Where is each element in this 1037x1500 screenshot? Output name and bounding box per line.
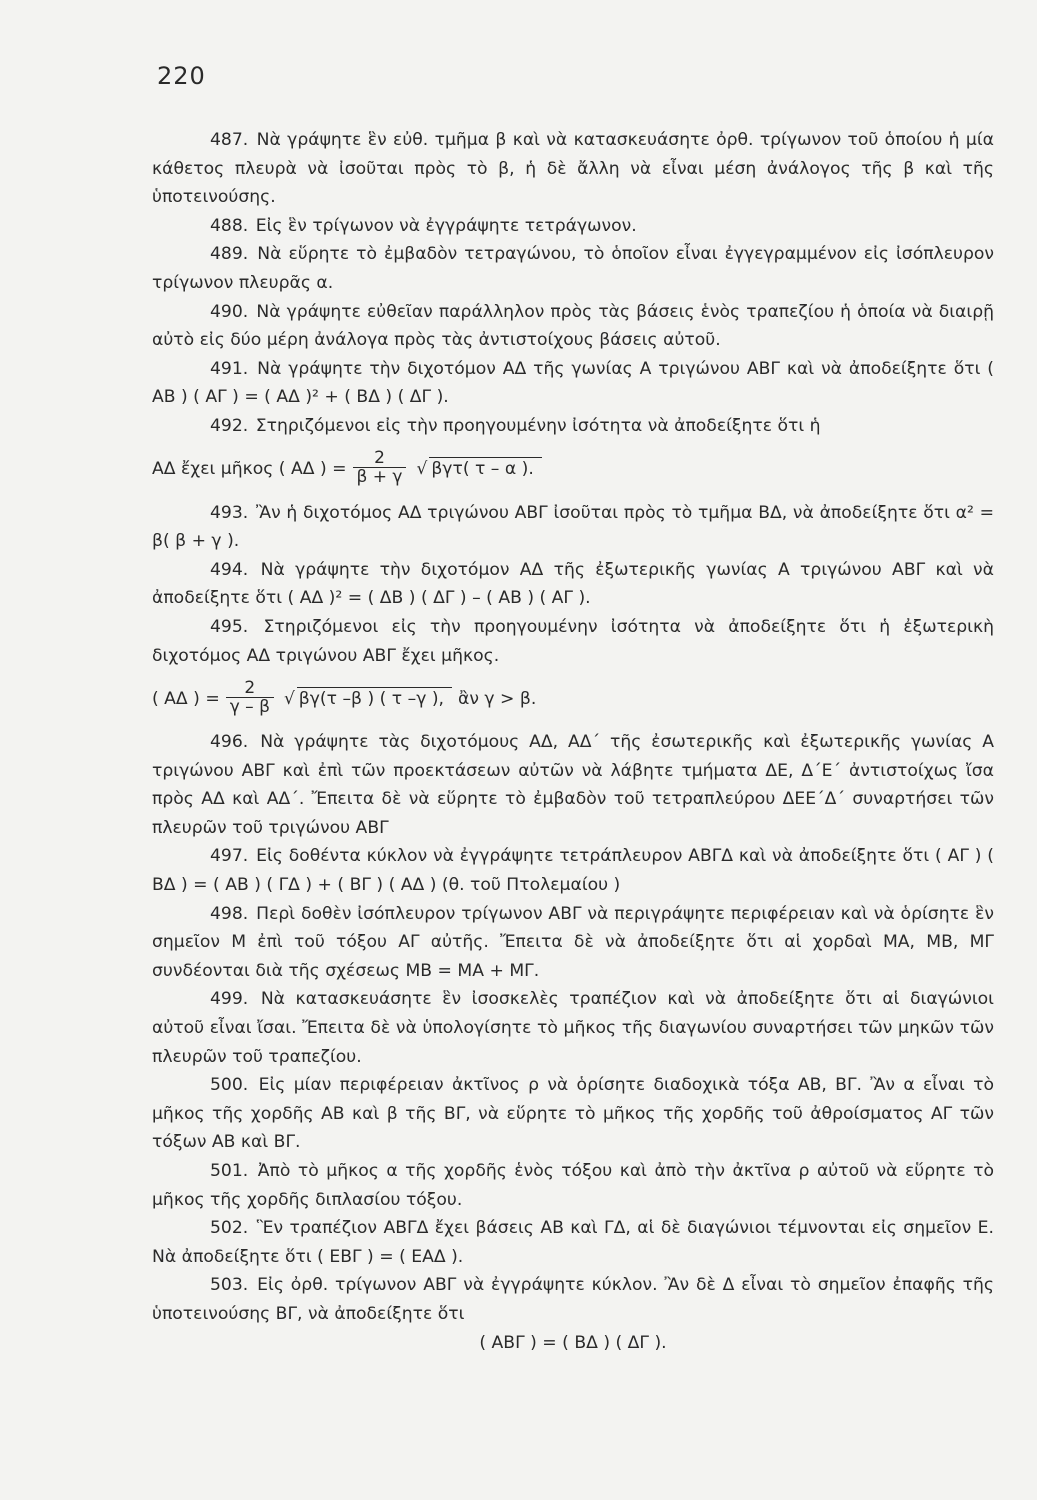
exercise-number: 497. bbox=[210, 846, 249, 867]
exercise-490 bbox=[152, 298, 994, 355]
exercise-number: 490. bbox=[210, 301, 249, 322]
exercise-493 bbox=[152, 499, 994, 556]
radicand: βγτ( τ – α ). bbox=[429, 457, 542, 479]
exercise-498 bbox=[152, 900, 994, 986]
exercise-text: Εἰς ἓν τρίγωνον νὰ ἐγγράψητε τετράγωνον. bbox=[255, 215, 637, 236]
exercise-number: 492. bbox=[210, 415, 249, 436]
exercise-500 bbox=[152, 1071, 994, 1157]
radical-sign: √ bbox=[416, 459, 428, 480]
exercise-text: Ἀπὸ τὸ μῆκος α τῆς χορδῆς ἑνὸς τόξου καὶ ἀπὸ τὴν ἀκτῖνα ρ αὐτοῦ νὰ εὕρητε τὸ μῆκος τῆς χορδῆς διπλασίου τόξου. bbox=[152, 1161, 994, 1210]
exercise-number: 499. bbox=[210, 989, 249, 1010]
exercise-492 bbox=[152, 412, 994, 441]
exercise-number: 498. bbox=[210, 903, 249, 924]
exercise-491 bbox=[152, 355, 994, 412]
formula-492 bbox=[152, 441, 994, 499]
exercise-text: Περὶ δοθὲν ἰσόπλευρον τρίγωνον ΑΒΓ νὰ περιγράψητε περιφέρειαν καὶ νὰ ὁρίσητε ἓν σημεῖον Μ ἐπὶ τοῦ τόξου ΑΓ αὐτῆς. Ἔπειτα δὲ νὰ ἀποδείξητε ὅτι αἱ χορδαὶ ΜΑ, ΜΒ, ΜΓ συνδέονται διὰ τῆς σχέσεως ΜΒ = ΜΑ + ΜΓ. bbox=[152, 903, 994, 981]
exercise-number: 491. bbox=[210, 358, 249, 379]
exercise-text: Νὰ γράψητε ἓν εὐθ. τμῆμα β καὶ νὰ κατασκευάσητε ὀρθ. τρίγωνον τοῦ ὁποίου ἡ μία κάθετος πλευρὰ νὰ ἰσοῦται πρὸς τὸ β, ἡ δὲ ἄλλη νὰ εἶναι μέση ἀνάλογος τῆς β καὶ τῆς ὑποτεινούσης. bbox=[152, 130, 995, 208]
exercise-number: 488. bbox=[210, 215, 249, 236]
formula-495 bbox=[152, 670, 994, 728]
radicand: βγ(τ –β ) ( τ –γ ), bbox=[297, 687, 452, 709]
exercise-text: Ἓν τραπέζιον ΑΒΓΔ ἔχει βάσεις ΑΒ καὶ ΓΔ, αἱ δὲ διαγώνιοι τέμνονται εἰς σημεῖον Ε. Νὰ ἀποδείξητε ὅτι ( ΕΒΓ ) = ( ΕΑΔ ). bbox=[152, 1218, 994, 1267]
fraction-denominator: β + γ bbox=[353, 467, 407, 486]
exercise-487 bbox=[152, 126, 994, 212]
exercise-number: 500. bbox=[210, 1075, 249, 1096]
exercise-497 bbox=[152, 842, 994, 899]
exercise-number: 501. bbox=[210, 1161, 249, 1181]
exercise-488 bbox=[152, 212, 994, 241]
exercise-496 bbox=[152, 728, 994, 842]
square-root bbox=[284, 685, 452, 714]
exercise-text: Εἰς μίαν περιφέρειαν ἀκτῖνος ρ νὰ ὁρίσητε διαδοχικὰ τόξα ΑΒ, ΒΓ. Ἂν α εἶναι τὸ μῆκος τῆς χορδῆς ΑΒ καὶ β τῆς ΒΓ, νὰ εὕρητε τὸ μῆκος τῆς χορδῆς τοῦ ἀθροίσματος ΑΓ τῶν τόξων ΑΒ καὶ ΒΓ. bbox=[152, 1075, 995, 1153]
exercise-text: Εἰς ὀρθ. τρίγωνον ΑΒΓ νὰ ἐγγράψητε κύκλον. Ἂν δὲ Δ εἶναι τὸ σημεῖον ἐπαφῆς τῆς ὑποτεινούσης ΒΓ, νὰ ἀποδείξητε ὅτι bbox=[152, 1275, 994, 1324]
radical-sign: √ bbox=[283, 688, 295, 709]
exercise-number: 494. bbox=[210, 559, 249, 580]
fraction bbox=[353, 449, 407, 486]
exercise-501 bbox=[152, 1157, 994, 1214]
square-root bbox=[416, 455, 541, 484]
exercise-499 bbox=[152, 985, 994, 1071]
fraction-numerator: 2 bbox=[244, 677, 256, 698]
exercise-text: Εἰς δοθέντα κύκλον νὰ ἐγγράψητε τετράπλευρον ΑΒΓΔ καὶ νὰ ἀποδείξητε ὅτι ( ΑΓ ) ( ΒΔ ) = ( ΑΒ ) ( ΓΔ ) + ( ΒΓ ) ( ΑΔ ) (θ. τοῦ Πτολεμαίου ) bbox=[152, 846, 995, 896]
formula-503: ( ΑΒΓ ) = ( ΒΔ ) ( ΔΓ ). bbox=[479, 1332, 667, 1353]
exercise-text: Νὰ εὕρητε τὸ ἐμβαδὸν τετραγώνου, τὸ ὁποῖον εἶναι ἐγγεγραμμένον εἰς ἰσόπλευρον τρίγωνον πλευρᾶς α. bbox=[152, 244, 994, 293]
exercise-number: 495. bbox=[210, 616, 249, 637]
exercise-number: 496. bbox=[210, 732, 249, 753]
exercise-text: Στηριζόμενοι εἰς τὴν προηγουμένην ἰσότητα νὰ ἀποδείξητε ὅτι ἡ bbox=[255, 415, 821, 436]
exercise-text: Νὰ γράψητε εὐθεῖαν παράλληλον πρὸς τὰς βάσεις ἑνὸς τραπεζίου ἡ ὁποία νὰ διαιρῇ αὐτὸ εἰς δύο μέρη ἀνάλογα πρὸς τὰς ἀντιστοίχους βάσεις αὐτοῦ. bbox=[152, 301, 995, 351]
exercise-text: Νὰ κατασκευάσητε ἓν ἰσοσκελὲς τραπέζιον καὶ νὰ ἀποδείξητε ὅτι αἱ διαγώνιοι αὐτοῦ εἶναι ἴσαι. Ἔπειτα δὲ νὰ ὑπολογίσητε τὸ μῆκος τῆς διαγωνίου συναρτήσει τῶν μηκῶν τῶν πλευρῶν τοῦ τραπεζίου. bbox=[152, 989, 994, 1067]
exercise-text: Νὰ γράψητε τὰς διχοτόμους ΑΔ, ΑΔ΄ τῆς ἐσωτερικῆς καὶ ἐξωτερικῆς γωνίας Α τριγώνου ΑΒΓ καὶ ἐπὶ τῶν προεκτάσεων αὐτῶν νὰ λάβητε τμήματα ΔΕ, Δ΄Ε΄ ἀντιστοίχως ἴσα πρὸς ΑΔ καὶ ΑΔ΄. Ἔπειτα δὲ νὰ εὕρητε τὸ ἐμβαδὸν τοῦ τετραπλεύρου ΔΕΕ΄Δ΄ συναρτήσει τῶν πλευρῶν τοῦ τριγώνου ΑΒΓ bbox=[152, 732, 995, 838]
fraction-denominator: γ – β bbox=[226, 697, 274, 716]
formula-lhs: ΑΔ ἔχει μῆκος ( ΑΔ ) = bbox=[152, 459, 347, 480]
exercise-text: Νὰ γράψητε τὴν διχοτόμον ΑΔ τῆς γωνίας Α τριγώνου ΑΒΓ καὶ νὰ ἀποδείξητε ὅτι ( ΑΒ ) ( ΑΓ ) = ( ΑΔ )² + ( ΒΔ ) ( ΔΓ ). bbox=[152, 358, 994, 408]
exercise-number: 502. bbox=[210, 1218, 249, 1239]
exercise-number: 487. bbox=[210, 130, 249, 150]
exercise-text: Νὰ γράψητε τὴν διχοτόμον ΑΔ τῆς ἐξωτερικῆς γωνίας Α τριγώνου ΑΒΓ καὶ νὰ ἀποδείξητε ὅτι ( ΑΔ )² = ( ΔΒ ) ( ΔΓ ) – ( ΑΒ ) ( ΑΓ ). bbox=[152, 559, 994, 609]
fraction bbox=[226, 679, 274, 716]
exercise-494 bbox=[152, 556, 994, 613]
exercise-number: 493. bbox=[210, 502, 249, 523]
exercise-495 bbox=[152, 613, 994, 670]
exercise-text: Ἂν ἡ διχοτόμος ΑΔ τριγώνου ΑΒΓ ἰσοῦται πρὸς τὸ τμῆμα ΒΔ, νὰ ἀποδείξητε ὅτι α² = β( β + γ ). bbox=[152, 502, 994, 552]
page-number: 220 bbox=[157, 62, 206, 90]
exercise-list bbox=[152, 126, 994, 1357]
exercise-502 bbox=[152, 1214, 994, 1271]
fraction-numerator: 2 bbox=[374, 448, 385, 469]
exercise-number: 503. bbox=[210, 1275, 249, 1296]
exercise-number: 489. bbox=[210, 244, 249, 265]
exercise-503 bbox=[152, 1271, 994, 1328]
exercise-489 bbox=[152, 240, 994, 297]
exercise-text: Στηριζόμενοι εἰς τὴν προηγουμένην ἰσότητα νὰ ἀποδείξητε ὅτι ἡ ἐξωτερικὴ διχοτόμος ΑΔ τριγώνου ΑΒΓ ἔχει μῆκος. bbox=[152, 616, 994, 666]
formula-condition: ἂν γ > β. bbox=[458, 688, 537, 709]
formula-lhs: ( ΑΔ ) = bbox=[152, 688, 220, 709]
